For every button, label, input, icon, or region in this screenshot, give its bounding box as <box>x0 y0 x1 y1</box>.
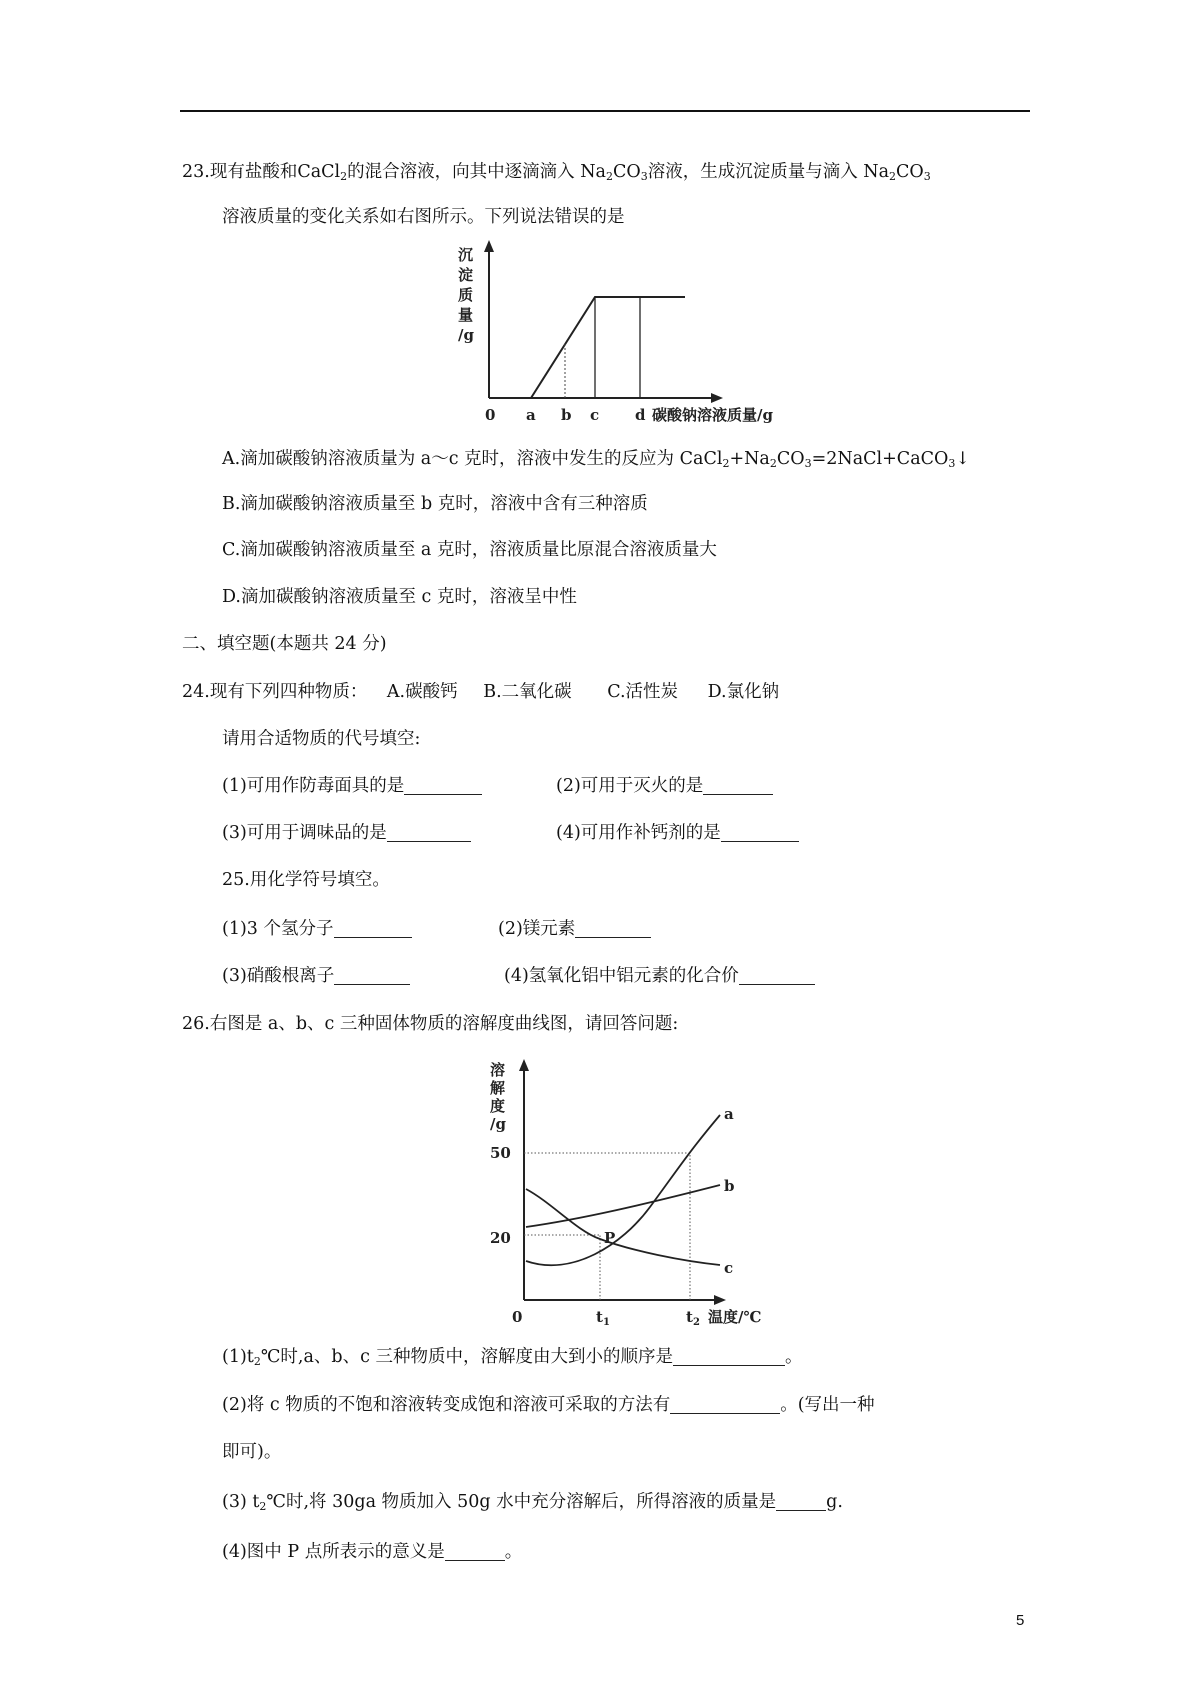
chart2-y-arrow <box>519 1059 529 1071</box>
curve-b-label: b <box>724 1177 735 1195</box>
curve-a <box>526 1115 720 1265</box>
svg-text:质: 质 <box>458 286 474 304</box>
q25-item-1: (1)3 个氢分子 <box>222 917 412 941</box>
q23-option-d: D.滴加碳酸钠溶液质量至 c 克时，溶液呈中性 <box>222 587 577 607</box>
page-number: 5 <box>1016 1612 1025 1629</box>
q23-stem-line1: 23.现有盐酸和CaCl$_2$的混合溶液，向其中逐滴滴入 $Na_2CO_3$溶液，生成沉淀质量与滴入 $Na_2CO_3$ <box>182 162 931 183</box>
q24-instruction: 请用合适物质的代号填空: <box>222 729 421 749</box>
q25-item-3: (3)硝酸根离子 <box>222 964 410 988</box>
precipitate-chart <box>455 240 805 430</box>
svg-text:淀: 淀 <box>458 266 474 284</box>
point-p-label: P <box>604 1229 616 1247</box>
chart2-tick-t1: $t_1$ <box>596 1308 610 1328</box>
chart1-x-label: 碳酸钠溶液质量/g <box>652 406 773 424</box>
precipitate-line <box>531 297 685 398</box>
svg-text:/g: /g <box>458 326 474 344</box>
q26-item-4: (4)图中 P 点所表示的意义是 。 <box>222 1542 523 1562</box>
q24-blank-2[interactable] <box>703 776 773 795</box>
chart2-x-arrow <box>714 1295 726 1305</box>
svg-text:量: 量 <box>458 306 474 324</box>
chart1-tick-c: c <box>590 406 600 424</box>
q26-stem: 26.右图是 a、b、c 三种固体物质的溶解度曲线图，请回答问题: <box>182 1014 679 1034</box>
section-heading: 二、填空题(本题共 24 分) <box>182 634 387 654</box>
curve-c-label: c <box>724 1259 734 1277</box>
q26-blank-1[interactable] <box>673 1347 785 1366</box>
chart1-y-arrow <box>484 240 494 252</box>
q25-blank-1[interactable] <box>334 919 412 938</box>
q24-blank-4[interactable] <box>721 823 799 842</box>
q26-item-3: (3) $t_2℃$时,将 30ga 物质加入 50g 水中充分溶解后，所得溶液的质量是 g. <box>222 1492 843 1513</box>
q24-item-2: (2)可用于灭火的是 <box>556 774 773 798</box>
q24-blank-1[interactable] <box>404 776 482 795</box>
curve-c <box>526 1189 720 1265</box>
q25-item-2: (2)镁元素 <box>498 917 651 941</box>
q24-blank-3[interactable] <box>387 823 471 842</box>
chart1-tick-a: a <box>526 406 536 424</box>
q24-item-4: (4)可用作补钙剂的是 <box>556 821 799 845</box>
q24-item-1: (1)可用作防毒面具的是 <box>222 774 482 798</box>
curve-b <box>526 1185 720 1227</box>
header-rule <box>180 110 1030 112</box>
q26-item-2-cont: 即可)。 <box>222 1442 282 1462</box>
q26-blank-3[interactable] <box>776 1492 826 1511</box>
chart2-y-label <box>490 1061 506 1133</box>
q26-blank-4[interactable] <box>445 1542 505 1561</box>
q26-blank-2[interactable] <box>670 1395 780 1414</box>
q25-blank-3[interactable] <box>334 966 410 985</box>
chart2-x-label: 温度/℃ <box>708 1308 762 1326</box>
q26-item-1: $(1)t_2℃$时,a、b、c 三种物质中，溶解度由大到小的顺序是 。 <box>222 1347 803 1368</box>
svg-text:沉: 沉 <box>458 246 474 264</box>
q26-item-2: (2)将 c 物质的不饱和溶液转变成饱和溶液可采取的方法有 。(写出一种 <box>222 1395 875 1415</box>
q25-item-4: (4)氢氧化铝中铝元素的化合价 <box>504 964 815 988</box>
chart2-tick-50: 50 <box>490 1144 511 1162</box>
svg-text:度: 度 <box>490 1097 506 1115</box>
chart1-y-label <box>458 246 474 344</box>
solubility-chart <box>482 1055 782 1335</box>
chart1-x-arrow <box>711 393 723 403</box>
chart2-tick-20: 20 <box>490 1229 511 1247</box>
q25-blank-2[interactable] <box>575 919 651 938</box>
svg-text:溶: 溶 <box>490 1061 506 1079</box>
svg-text:解: 解 <box>490 1079 506 1097</box>
q23-option-a: A.滴加碳酸钠溶液质量为 a～c 克时，溶液中发生的反应为 $CaCl_2+Na_2CO_3=2NaCl+CaCO_3↓$ <box>222 449 971 470</box>
chart2-tick-0: 0 <box>512 1308 523 1326</box>
q23-option-b: B.滴加碳酸钠溶液质量至 b 克时，溶液中含有三种溶质 <box>222 494 648 514</box>
q25-stem: 25.用化学符号填空。 <box>222 870 390 890</box>
q25-blank-4[interactable] <box>739 966 815 985</box>
chart1-tick-d: d <box>635 406 646 424</box>
q23-option-c: C.滴加碳酸钠溶液质量至 a 克时，溶液质量比原混合溶液质量大 <box>222 540 717 560</box>
curve-a-label: a <box>724 1105 734 1123</box>
chart1-tick-b: b <box>561 406 572 424</box>
svg-text:/g: /g <box>490 1115 506 1133</box>
q24-stem: 24.现有下列四种物质： A.碳酸钙 B.二氧化碳 C.活性炭 D.氯化钠 <box>182 682 780 702</box>
chart1-tick-0: 0 <box>485 406 496 424</box>
q24-item-3: (3)可用于调味品的是 <box>222 821 471 845</box>
q23-stem-line2: 溶液质量的变化关系如右图所示。下列说法错误的是 <box>222 207 625 227</box>
chart2-tick-t2: $t_2$ <box>686 1308 700 1328</box>
